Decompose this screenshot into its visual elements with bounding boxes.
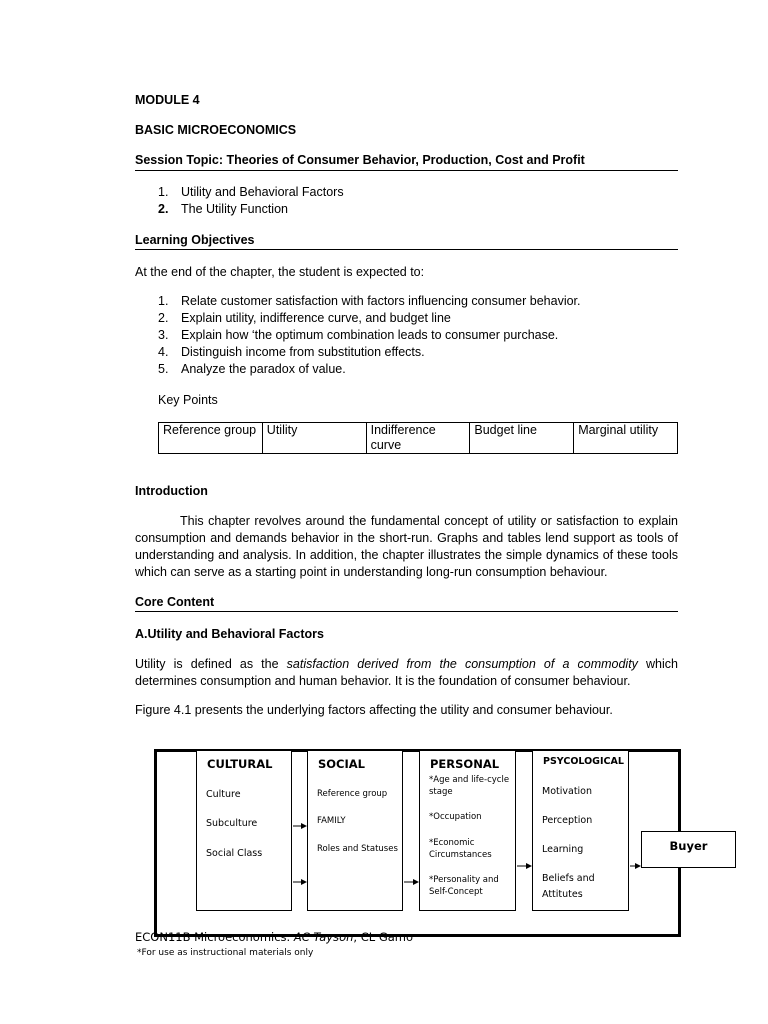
social-item: FAMILY — [317, 816, 346, 826]
course-title: BASIC MICROECONOMICS — [135, 123, 297, 137]
social-item: Reference group — [317, 789, 388, 799]
personal-item: *Occupation — [429, 812, 482, 822]
table-cell: Marginal utility — [574, 423, 678, 454]
cultural-title: CULTURAL — [207, 757, 273, 771]
definition-lead: Utility is defined as the — [135, 657, 287, 671]
list-text: Explain utility, indifference curve, and budget line — [181, 311, 451, 325]
list-number: 4. — [158, 345, 169, 359]
personal-item: *Age and life-cycle — [429, 775, 510, 785]
personal-item: *Personality and — [429, 875, 499, 885]
list-number: 3. — [158, 328, 169, 342]
definition-emphasis: satisfaction derived from the consumption of a commodity — [286, 657, 638, 671]
cultural-item: Social Class — [206, 848, 263, 859]
learning-objectives-heading: Learning Objectives — [135, 233, 255, 247]
personal-title: PERSONAL — [430, 757, 500, 771]
list-text: The Utility Function — [181, 202, 288, 216]
objectives-intro: At the end of the chapter, the student is expected to: — [135, 265, 425, 279]
list-text: Relate customer satisfaction with factors influencing consumer behavior. — [181, 294, 581, 308]
psycological-title: PSYCOLOGICAL — [543, 756, 624, 767]
definition-rest: which determines consumption and human behavior. It is the foundation of consumer behaviour. — [135, 657, 678, 688]
footer-credit — [135, 930, 413, 944]
list-number: 2. — [158, 202, 169, 216]
list-text: Explain how ‘the optimum combination leads to consumer purchase. — [181, 328, 559, 342]
list-number: 2. — [158, 311, 169, 325]
cultural-item: Culture — [206, 789, 241, 800]
list-text: Utility and Behavioral Factors — [181, 185, 344, 199]
introduction-text: This chapter revolves around the fundamental concept of utility or satisfaction to explain consumption and demands behavior in the short-run. Graphs and tables lend support as tools of understanding and analysis. In addition, the chapter illustrates the simple dynamics of these tools which can serve as a starting point in understanding long-run consumption behaviour. — [135, 514, 678, 579]
figure-intro: Figure 4.1 presents the underlying factors affecting the utility and consumer behaviour. — [135, 703, 613, 717]
psycological-item: Motivation — [542, 786, 593, 797]
psycological-item: Beliefs and — [542, 873, 595, 884]
social-item: Roles and Statuses — [317, 844, 398, 854]
psycological-item: Perception — [542, 815, 593, 826]
introduction-heading: Introduction — [135, 484, 208, 498]
personal-item: Circumstances — [429, 850, 492, 860]
social-title: SOCIAL — [318, 757, 366, 771]
buyer-box: Buyer — [641, 831, 736, 868]
section-a-heading: A.Utility and Behavioral Factors — [135, 627, 324, 641]
list-number: 1. — [158, 185, 169, 199]
list-text: Analyze the paradox of value. — [181, 362, 346, 376]
module-label: MODULE 4 — [135, 93, 200, 107]
table-cell: Reference group — [159, 423, 263, 454]
cultural-item: Subculture — [206, 818, 258, 829]
table-cell: Indifference curve — [366, 423, 470, 454]
footer-author: AC Tayson — [293, 930, 354, 944]
list-number: 5. — [158, 362, 169, 376]
session-topic: Session Topic: Theories of Consumer Behavior, Production, Cost and Profit — [135, 153, 585, 167]
personal-item: Self-Concept — [429, 887, 483, 897]
personal-item: stage — [429, 787, 453, 797]
personal-item: *Economic — [429, 838, 475, 848]
table-cell: Utility — [262, 423, 366, 454]
core-content-heading: Core Content — [135, 595, 215, 609]
footer-course: ECON11B Microeconomics. — [135, 930, 294, 944]
key-points-label: Key Points — [158, 393, 218, 407]
psycological-item: Attitutes — [542, 889, 583, 900]
footer-author-rest: , CL Gamo — [353, 930, 414, 944]
footnote: *For use as instructional materials only — [137, 948, 314, 958]
psycological-item: Learning — [542, 844, 584, 855]
table-cell: Budget line — [470, 423, 574, 454]
list-text: Distinguish income from substitution effects. — [181, 345, 425, 359]
list-number: 1. — [158, 294, 169, 308]
